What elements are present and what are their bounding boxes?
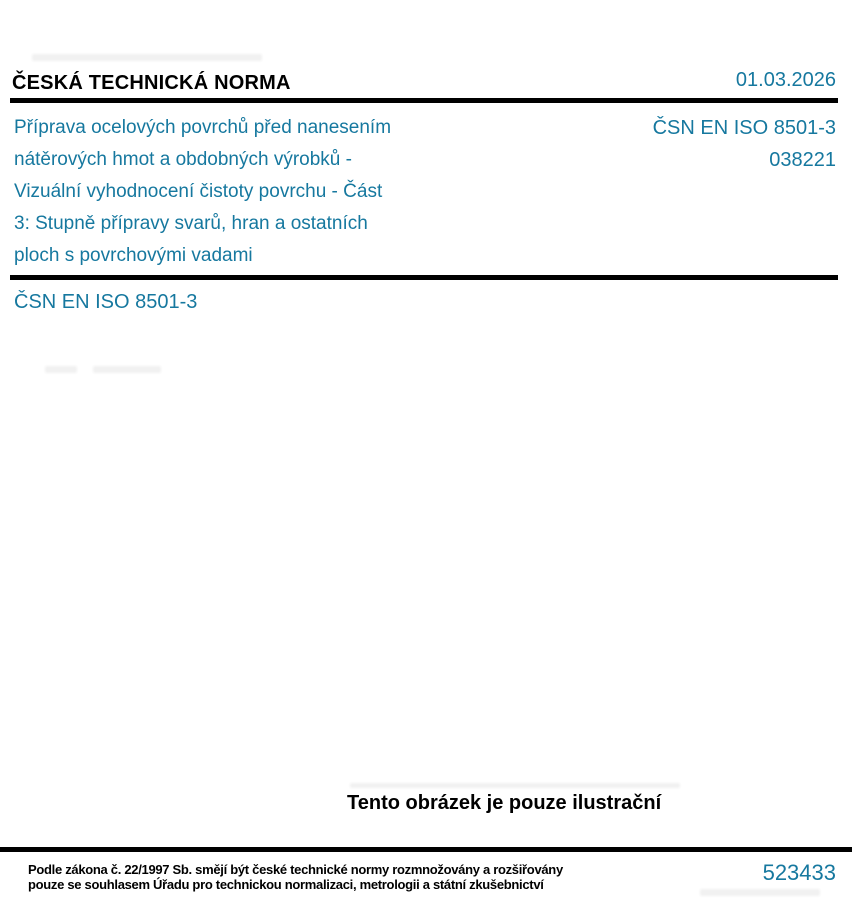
standard-title-line: Vizuální vyhodnocení čistoty povrchu - Část [14,181,383,202]
scan-ghost-artifact [700,889,820,896]
scan-ghost-artifact [45,366,77,373]
scan-ghost-artifact [32,54,262,61]
classification-number: 038221 [769,149,836,171]
title-divider-rule [10,275,838,280]
order-number: 523433 [762,860,836,885]
illustrative-note: Tento obrázek je pouze ilustrační [347,792,662,814]
document-type-heading: ČESKÁ TECHNICKÁ NORMA [12,72,291,94]
copyright-legal-line: Podle zákona č. 22/1997 Sb. smějí být české technické normy rozmnožovány a rozšiřovány [28,862,563,877]
designation-block [653,112,836,176]
standard-designation-subtitle: ČSN EN ISO 8501-3 [14,291,198,313]
standard-title-line: nátěrových hmot a obdobných výrobků - [14,149,352,170]
scan-ghost-artifact [93,366,161,373]
standard-title-line: 3: Stupně přípravy svarů, hran a ostatních [14,213,368,234]
standard-title-line: ploch s povrchovými vadami [14,245,253,266]
copyright-legal-text [28,862,563,892]
footer-divider-rule [0,847,852,852]
standard-designation: ČSN EN ISO 8501-3 [652,117,836,139]
standard-title [14,112,534,272]
effective-date: 01.03.2026 [735,69,836,91]
header-divider-rule [10,98,838,103]
scan-ghost-artifact [350,783,680,788]
copyright-legal-line: pouze se souhlasem Úřadu pro technickou normalizaci, metrologii a státní zkušebnictví [28,877,544,892]
standard-title-line: Příprava ocelových povrchů před nanesením [14,117,392,138]
